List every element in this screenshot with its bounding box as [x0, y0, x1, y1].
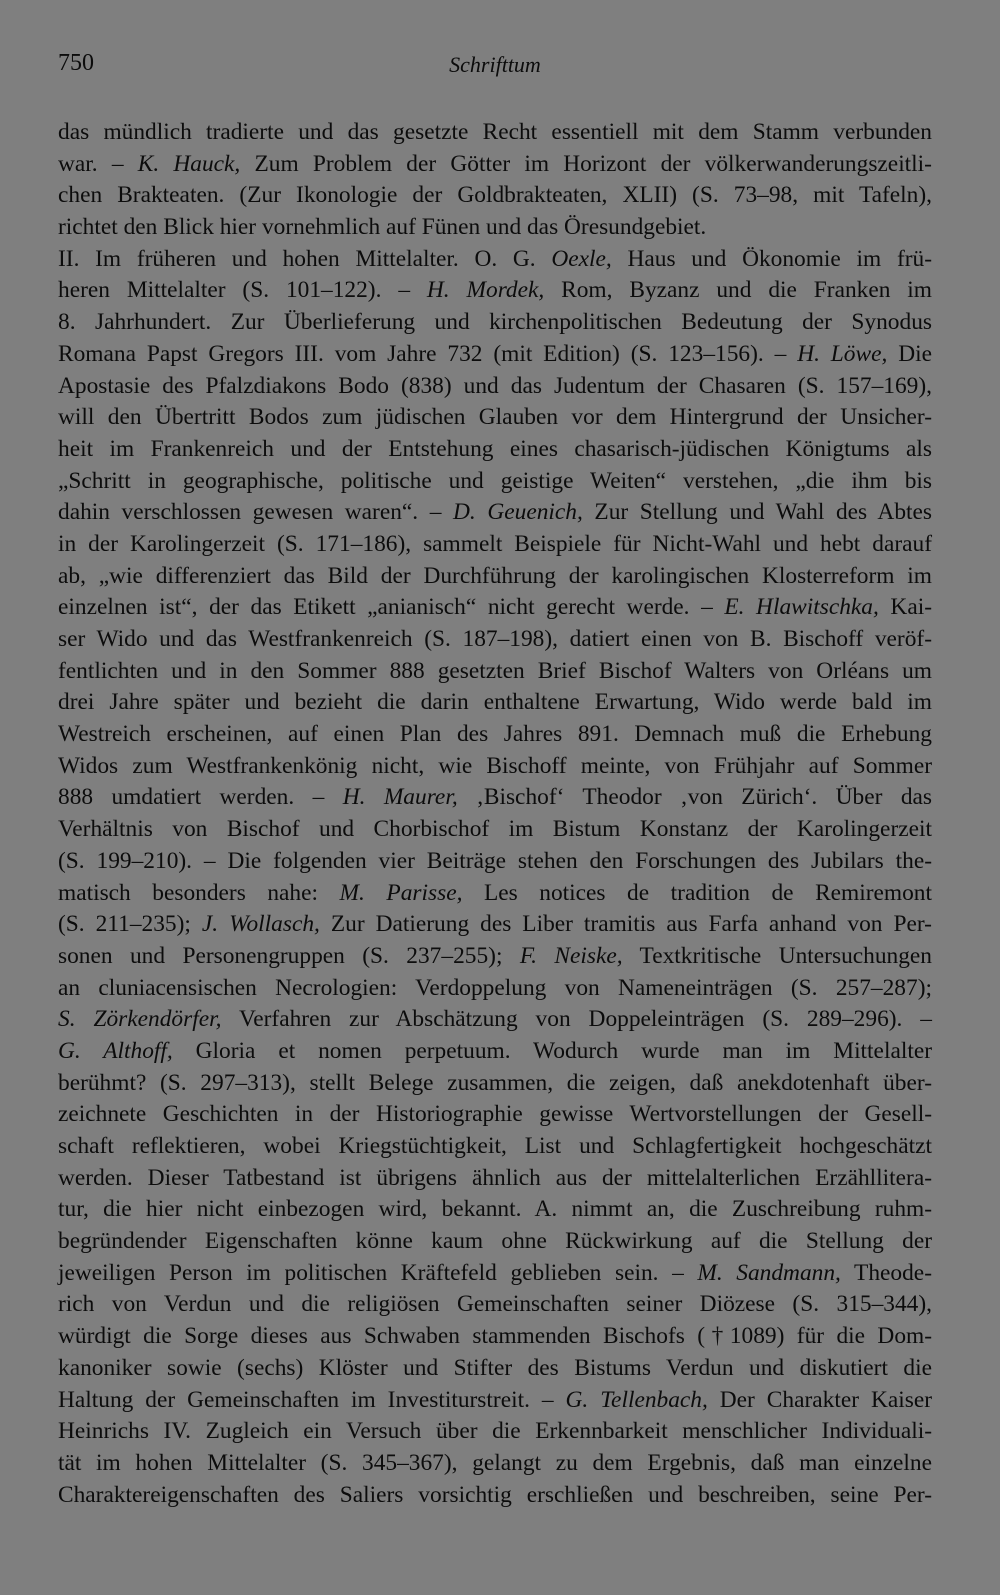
text-segment: Theode- [840, 1259, 932, 1286]
text-segment: Kai- [878, 594, 932, 621]
text-line [58, 339, 932, 371]
author-name: M. Sandmann, [697, 1259, 841, 1286]
text-line [58, 180, 932, 212]
text-segment: an cluniacensischen Necrologien: Verdoppelung von Nameneinträgen (S. 257–287); [58, 974, 932, 1001]
author-name: H. Maurer, [342, 784, 458, 811]
text-line [58, 1480, 932, 1512]
author-name: G. Tellenbach, [565, 1386, 708, 1413]
text-line [58, 212, 932, 244]
author-name: D. Geuenich, [453, 499, 583, 526]
text-segment: Der Charakter Kaiser [707, 1386, 932, 1413]
text-segment: Textkritische Untersuchungen [622, 942, 933, 969]
text-line [58, 782, 932, 814]
text-segment: ‚Bischof‘ Theodor ‚von Zürich‘. Über das [457, 784, 932, 811]
text-segment: zeichnete Geschichten in der Historiographie gewisse Wertvorstellungen der Gesell- [58, 1101, 932, 1128]
text-line [58, 1131, 932, 1163]
text-segment: II. Im früheren und hohen Mittelalter. O. G. [58, 245, 552, 272]
author-name: G. Althoff, [58, 1037, 173, 1064]
text-segment: chen Brakteaten. (Zur Ikonologie der Goldbrakteaten, XLII) (S. 73–98, mit Tafeln), [58, 182, 932, 209]
text-line [58, 656, 932, 688]
page-header [58, 50, 932, 90]
text-line [58, 973, 932, 1005]
text-line [58, 1068, 932, 1100]
author-name: M. Parisse, [339, 879, 463, 906]
text-line [58, 1385, 932, 1417]
text-segment: heit im Frankenreich und der Entstehung eines chasarisch-jüdischen Königtums als [58, 435, 932, 462]
text-segment: Widos zum Westfrankenkönig nicht, wie Bischoff meinte, von Frühjahr auf Sommer [58, 752, 932, 779]
author-name: S. Zörkendörfer, [58, 1006, 222, 1033]
text-segment: würdigt die Sorge dieses aus Schwaben stammenden Bischofs (†1089) für die Dom- [58, 1323, 932, 1350]
text-line [58, 275, 932, 307]
text-line [58, 434, 932, 466]
text-line [58, 687, 932, 719]
text-segment: Apostasie des Pfalzdiakons Bodo (838) und das Judentum der Chasaren (S. 157–169), [58, 372, 932, 399]
text-line [58, 1194, 932, 1226]
text-segment: tät im hohen Mittelalter (S. 345–367), gelangt zu dem Ergebnis, daß man einzelne [58, 1449, 932, 1476]
text-segment: schaft reflektieren, wobei Kriegstüchtigkeit, List und Schlagfertigkeit hochgeschätzt [58, 1133, 932, 1159]
text-line [58, 909, 932, 941]
text-line [58, 529, 932, 561]
text-line [58, 1099, 932, 1131]
text-line [58, 1289, 932, 1321]
text-line [58, 941, 932, 973]
text-line [58, 1036, 932, 1068]
text-line [58, 1353, 932, 1385]
text-segment: Rom, Byzanz und die Franken im [544, 277, 932, 304]
text-line [58, 1004, 932, 1036]
text-segment: Zur Datierung des Liber tramitis aus Farfa anhand von Per- [319, 911, 932, 938]
text-segment: Haltung der Gemeinschaften im Investiturstreit. – [58, 1386, 566, 1413]
text-line [58, 1448, 932, 1480]
author-name: Oexle, [551, 245, 612, 272]
text-segment: will den Übertritt Bodos zum jüdischen Glauben vor dem Hintergrund der Unsicher- [58, 404, 932, 431]
text-line [58, 846, 932, 878]
text-segment: berühmt? (S. 297–313), stellt Belege zusammen, die zeigen, daß anekdotenhaft über- [58, 1069, 932, 1096]
text-segment: begründender Eigenschaften könne kaum ohne Rückwirkung auf die Stellung der [58, 1228, 932, 1255]
text-segment: kanoniker sowie (sechs) Klöster und Stifter des Bistums Verdun und diskutiert die [58, 1354, 932, 1381]
text-segment: war. – [58, 150, 138, 177]
text-segment: ser Wido und das Westfrankenreich (S. 187–198), datiert einen von B. Bischoff veröf- [58, 626, 932, 652]
text-segment: „Schritt in geographische, politische und geistige Weiten“ verstehen, „die ihm bis [58, 467, 932, 494]
text-segment: 888 umdatiert werden. – [58, 784, 343, 811]
text-line [58, 592, 932, 624]
text-segment: jeweiligen Person im politischen Kräftefeld geblieben sein. – [58, 1259, 698, 1286]
author-name: F. Neiske, [519, 942, 623, 969]
text-segment: Verhältnis von Bischof und Chorbischof im Bistum Konstanz der Karolingerzeit [58, 816, 932, 843]
author-name: E. Hlawitschka, [724, 594, 879, 621]
text-segment: einzelnen ist“, der das Etikett „anianisch“ nicht gerecht werde. – [58, 594, 725, 621]
text-line [58, 1321, 932, 1353]
text-line [58, 561, 932, 593]
text-segment: rich von Verdun und die religiösen Gemeinschaften seiner Diözese (S. 315–344), [58, 1291, 932, 1318]
text-segment: Haus und Ökonomie im frü- [611, 245, 933, 272]
text-segment: (S. 211–235); [58, 911, 202, 938]
text-segment: Die [887, 340, 932, 367]
text-segment: in der Karolingerzeit (S. 171–186), sammelt Beispiele für Nicht-Wahl und hebt darauf [58, 530, 932, 557]
text-segment: sonen und Personengruppen (S. 237–255); [58, 942, 520, 969]
text-segment: richtet den Blick hier vornehmlich auf Fünen und das Öresundgebiet. [58, 214, 707, 241]
text-segment: heren Mittelalter (S. 101–122). – [58, 277, 427, 304]
text-segment: Westreich erscheinen, auf einen Plan des Jahres 891. Demnach muß die Erhebung [58, 721, 932, 748]
text-line [58, 814, 932, 846]
text-segment: dahin verschlossen gewesen waren“. – [58, 499, 454, 526]
text-line [58, 117, 932, 149]
text-line [58, 1416, 932, 1448]
text-line [58, 307, 932, 339]
text-line [58, 149, 932, 181]
text-segment: 8. Jahrhundert. Zur Überlieferung und kirchenpolitischen Bedeutung der Synodus [58, 309, 932, 336]
text-line [58, 466, 932, 498]
text-segment: Zur Stellung und Wahl des Abtes [582, 499, 932, 526]
text-line [58, 497, 932, 529]
text-segment: Gloria et nomen perpetuum. Wodurch wurde man im Mittelalter [172, 1037, 932, 1064]
text-segment: tur, die hier nicht einbezogen wird, bekannt. A. nimmt an, die Zuschreibung ruhm- [58, 1196, 932, 1223]
text-segment: drei Jahre später und bezieht die darin enthaltene Erwartung, Wido werde bald im [58, 689, 932, 716]
author-name: K. Hauck, [137, 150, 241, 177]
author-name: H. Löwe, [797, 340, 888, 367]
text-line [58, 878, 932, 910]
text-line [58, 751, 932, 783]
text-segment: matisch besonders nahe: [58, 879, 340, 906]
text-line [58, 1258, 932, 1290]
text-line [58, 1226, 932, 1258]
text-segment: Les notices de tradition de Remiremont [462, 879, 932, 906]
body-text [58, 117, 932, 1511]
author-name: J. Wollasch, [201, 911, 320, 938]
text-line [58, 402, 932, 434]
running-title: Schrifttum [449, 52, 541, 77]
page-number: 750 [58, 50, 94, 76]
text-line [58, 1163, 932, 1195]
text-segment: werden. Dieser Tatbestand ist übrigens ähnlich aus der mittelalterlichen Erzähllitera- [58, 1164, 932, 1191]
text-segment: Verfahren zur Abschätzung von Doppeleinträgen (S. 289–296). – [221, 1006, 932, 1033]
text-segment: Zum Problem der Götter im Horizont der völkerwanderungszeitli- [240, 150, 932, 177]
text-segment: das mündlich tradierte und das gesetzte Recht essentiell mit dem Stamm verbunden [58, 119, 932, 145]
text-segment: Heinrichs IV. Zugleich ein Versuch über die Erkennbarkeit menschlicher Individuali- [58, 1418, 932, 1445]
text-line [58, 244, 932, 276]
text-segment: Romana Papst Gregors III. vom Jahre 732 (mit Edition) (S. 123–156). – [58, 340, 798, 367]
text-line [58, 371, 932, 403]
text-segment: fentlichten und in den Sommer 888 gesetzten Brief Bischof Walters von Orléans um [58, 657, 932, 684]
author-name: H. Mordek, [426, 277, 545, 304]
text-segment: ab, „wie differenziert das Bild der Durchführung der karolingischen Klosterreform im [58, 562, 932, 589]
text-line [58, 624, 932, 656]
text-segment: Charaktereigenschaften des Saliers vorsichtig erschließen und beschreiben, seine Per- [58, 1481, 932, 1508]
text-segment: (S. 199–210). – Die folgenden vier Beiträge stehen den Forschungen des Jubilars the- [58, 847, 932, 874]
text-line [58, 719, 932, 751]
